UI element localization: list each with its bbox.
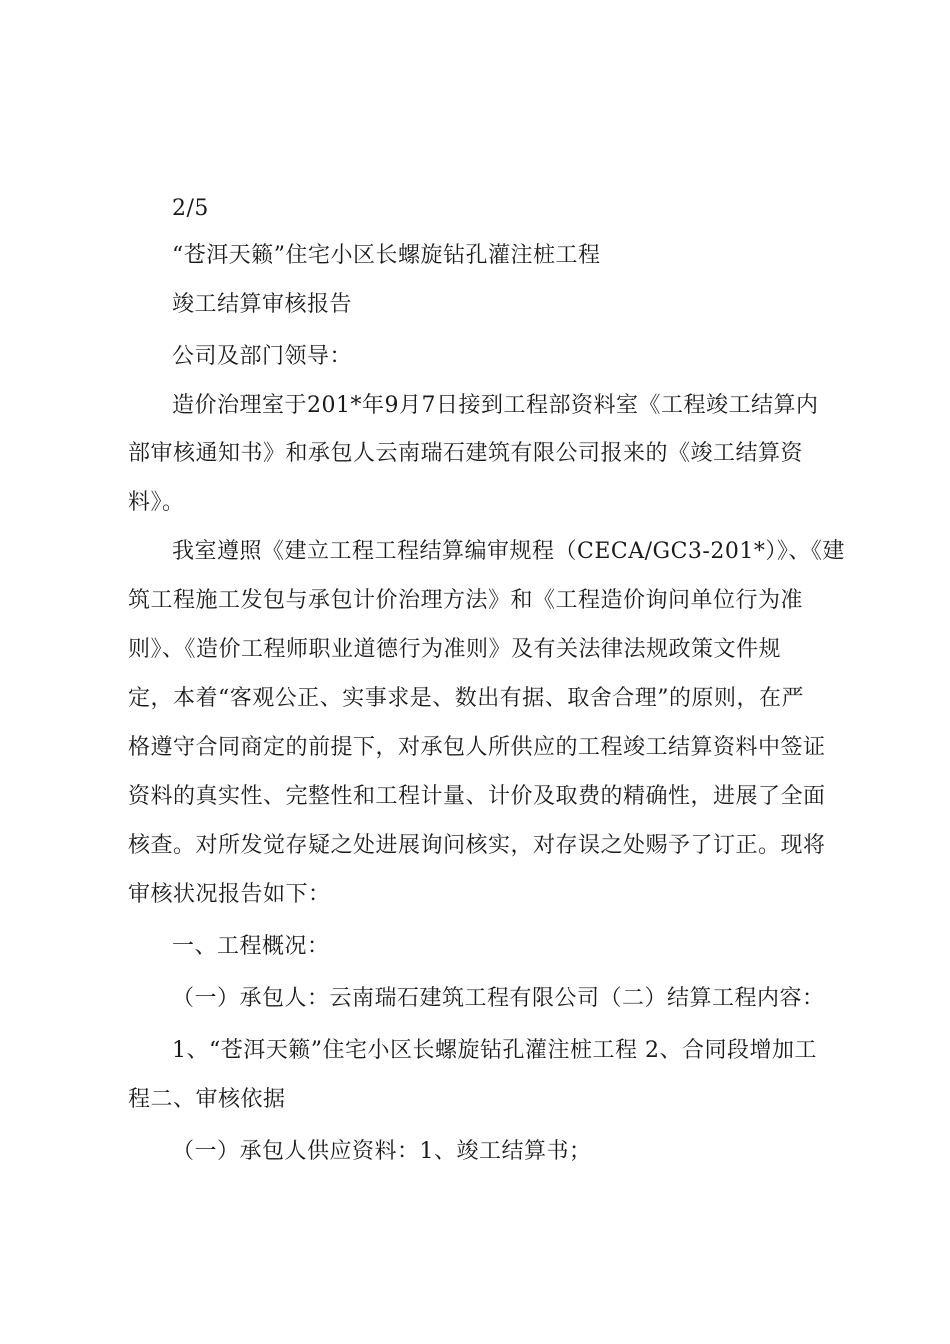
paragraph-line: 筑工程施工发包与承包计价治理方法》和《工程造价询问单位行为准	[128, 588, 804, 613]
basis-line: （一）承包人供应资料：1、竣工结算书；	[172, 1139, 592, 1164]
contractor-line: （一）承包人：云南瑞石建筑工程有限公司（二）结算工程内容：	[172, 986, 825, 1011]
salutation: 公司及部门领导：	[172, 344, 353, 369]
paragraph-line: 则》、《造价工程师职业道德行为准则》及有关法律法规政策文件规	[128, 637, 782, 662]
paragraph-line: 造价治理室于201*年9月7日接到工程部资料室《工程竣工结算内	[172, 393, 819, 418]
paragraph-line: 审核状况报告如下：	[128, 882, 331, 907]
document-title: “苍洱天籁”住宅小区长螺旋钻孔灌注桩工程	[172, 243, 601, 268]
item-line: 1、“苍洱天籁”住宅小区长螺旋钻孔灌注桩工程 2、合同段增加工	[172, 1038, 817, 1063]
document-subtitle: 竣工结算审核报告	[172, 292, 353, 317]
paragraph-line: 格遵守合同商定的前提下，对承包人所供应的工程竣工结算资料中签证	[128, 735, 826, 760]
paragraph-line: 部审核通知书》和承包人云南瑞石建筑有限公司报来的《竣工结算资	[128, 441, 804, 466]
paragraph-line: 我室遵照《建立工程工程结算编审规程（CECA/GC3-201*）》、《建	[172, 539, 845, 564]
paragraph-line: 定，本着“客观公正、实事求是、数出有据、取舍合理”的原则，在严	[128, 686, 804, 711]
section-heading: 一、工程概况：	[172, 934, 330, 959]
paragraph-line: 料》。	[128, 490, 185, 515]
page-number: 2/5	[172, 196, 209, 221]
item-line: 程二、审核依据	[128, 1087, 286, 1112]
paragraph-line: 资料的真实性、完整性和工程计量、计价及取费的精确性，进展了全面	[128, 784, 826, 809]
paragraph-line: 核查。对所发觉存疑之处进展询问核实，对存误之处赐予了订正。现将	[128, 833, 826, 858]
